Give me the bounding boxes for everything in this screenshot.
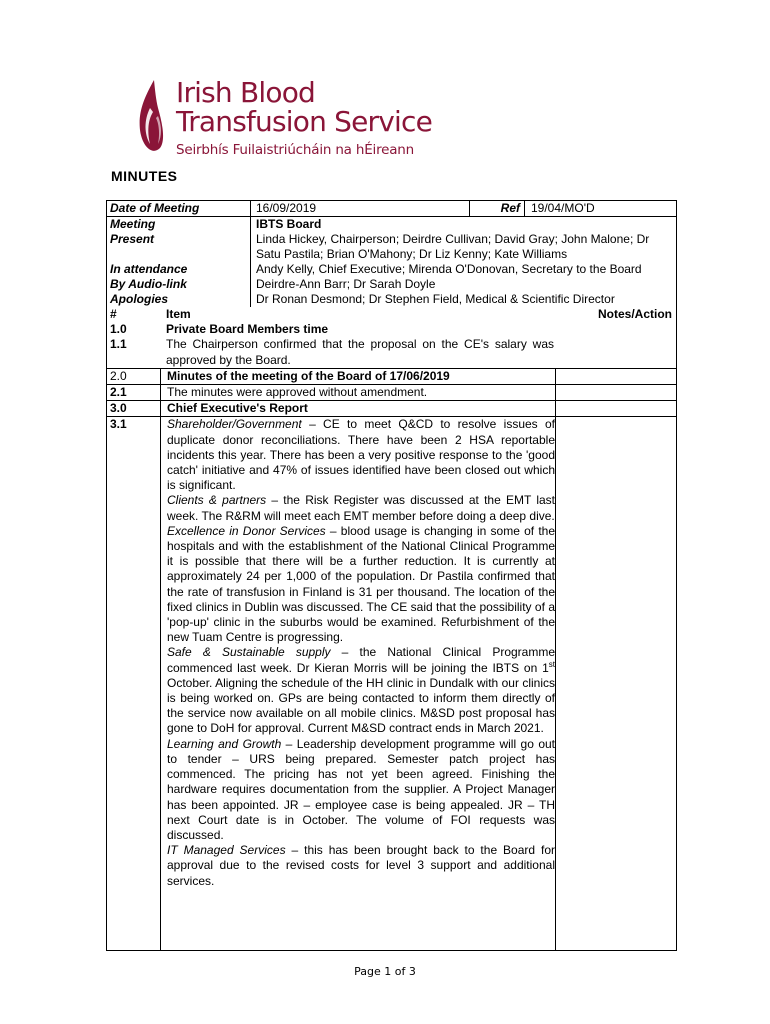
meeting-row <box>107 216 676 232</box>
table-row: 3.0 Chief Executive's Report <box>107 401 676 417</box>
meeting-value: IBTS Board <box>250 217 676 232</box>
meeting-label: Meeting <box>110 217 156 231</box>
blood-drop-logo-icon <box>136 78 172 162</box>
table-row: 3.1 Shareholder/Government – CE to meet Q&CD to resolve issues of duplicate donor reconciliations. There have been 2 HSA reportable incidents this year. There has been a very positive response to the 'good catch' initiative and 47% of issues identified have been closed out which is significant. Clients & partners – the Risk Register was discussed at the EMT last week. The R&RM will meet each EMT member before doing a deep dive. Excellence in Donor Services – blood usage is changing in some of the hospitals and with the establishment of the National Clinical Programme it is possible that there will be a further reduction. It is currently at approximately 24 per 1,000 of the population. Dr Pastila confirmed that the rate of transfusion in Finland is 31 per thousand. The location of the fixed clinics in Dublin was discussed. The CE said that the possibility of a 'pop-up' clinic in the suburbs would be examined. Refurbishment of the new Tuam Centre is progressing. Safe & Sustainable supply – the National Clinical Programme commenced last week. Dr Kieran Morris will be joining the IBTS on 1st October. Aligning the schedule of the HH clinic in Dundalk with our clinics is being worked on. GPs are being contacted to inform them directly of the service now available on all mobile clinics. M&SD post proposal has gone to DoH for approval. Current M&SD contract ends in March 2021. Learning and Growth – Leadership development programme will go out to tender – URS being prepared. Semester patch project has commenced. The pricing has not yet been agreed. Finishing the hardware requires documentation from the supplier. A Project Manager has been appointed. JR – employee case is being appealed. JR – TH next Court date is in October. The volume of FOI requests was discussed. IT Managed Services – this has been brought back to the Board for approval due to the revised costs for level 3 support and additional services. <box>107 417 676 950</box>
audio-label: By Audio-link <box>110 277 187 291</box>
present-value: Linda Hickey, Chairperson; Deirdre Cullivan; David Gray; John Malone; Dr Satu Pastila; Brian O'Mahony; Dr Liz Kenny; Kate Williams <box>250 232 676 262</box>
col-item-header: Item <box>166 307 191 321</box>
col-num-header: # <box>110 307 117 321</box>
meeting-info-table <box>106 200 677 307</box>
col-notes-header: Notes/Action <box>597 307 672 321</box>
page-title: MINUTES <box>111 168 178 184</box>
ce-report-body: Shareholder/Government – CE to meet Q&CD to resolve issues of duplicate donor reconciliations. There have been 2 HSA reportable incidents this year. There has been a very positive response to the 'good catch' initiative and 47% of issues identified have been closed out which is significant. Clients & partners – the Risk Register was discussed at the EMT last week. The R&RM will meet each EMT member before doing a deep dive. Excellence in Donor Services – blood usage is changing in some of the hospitals and with the establishment of the National Clinical Programme it is possible that there will be a further reduction. It is currently at approximately 24 per 1,000 of the population. Dr Pastila confirmed that the rate of transfusion in Finland is 31 per thousand. The location of the fixed clinics in Dublin was discussed. The CE said that the possibility of a 'pop-up' clinic in the suburbs would be examined. Refurbishment of the new Tuam Centre is progressing. Safe & Sustainable supply – the National Clinical Programme commenced last week. Dr Kieran Morris will be joining the IBTS on 1st October. Aligning the schedule of the HH clinic in Dundalk with our clinics is being worked on. GPs are being contacted to inform them directly of the service now available on all mobile clinics. M&SD post proposal has gone to DoH for approval. Current M&SD contract ends in March 2021. Learning and Growth – Leadership development programme will go out to tender – URS being prepared. Semester patch project has commenced. The pricing has not yet been agreed. Finishing the hardware requires documentation from the supplier. A Project Manager has been appointed. JR – employee case is being appealed. JR – TH next Court date is in October. The volume of FOI requests was discussed. IT Managed Services – this has been brought back to the Board for approval due to the revised costs for level 3 support and additional services. <box>161 417 556 950</box>
logo-text-line1: Irish Blood <box>176 76 316 109</box>
apologies-row <box>107 292 676 307</box>
table-row: 2.0 Minutes of the meeting of the Board of 17/06/2019 <box>107 368 676 385</box>
table-row: 1.0 Private Board Members time <box>110 322 329 337</box>
page-number: Page 1 of 3 <box>354 965 416 978</box>
minutes-items-table <box>106 307 677 951</box>
date-value: 16/09/2019 <box>256 201 317 215</box>
attendance-value: Andy Kelly, Chief Executive; Mirenda O'Donovan, Secretary to the Board <box>250 262 676 277</box>
present-row <box>107 232 676 262</box>
date-row <box>107 201 676 216</box>
date-label: Date of Meeting <box>110 201 200 215</box>
items-header-row <box>107 307 676 322</box>
ibts-logo <box>136 78 436 162</box>
apologies-value: Dr Ronan Desmond; Dr Stephen Field, Medical & Scientific Director <box>250 292 676 307</box>
ref-label: Ref <box>469 201 525 216</box>
table-row: 2.1 The minutes were approved without amendment. <box>107 385 676 401</box>
audio-value: Deirdre-Ann Barr; Dr Sarah Doyle <box>250 277 676 292</box>
attendance-row <box>107 262 676 277</box>
table-row: 1.1 The Chairperson confirmed that the proposal on the CE's salary was approved by the Board. <box>110 337 554 367</box>
logo-text-line2: Transfusion Service <box>176 105 433 138</box>
ref-value: 19/04/MO'D <box>531 201 595 215</box>
audio-row <box>107 277 676 292</box>
present-label: Present <box>110 232 155 246</box>
attendance-label: In attendance <box>110 262 188 276</box>
apologies-label: Apologies <box>110 292 169 306</box>
logo-text-irish: Seirbhís Fuilaistriúcháin na hÉireann <box>176 142 415 158</box>
